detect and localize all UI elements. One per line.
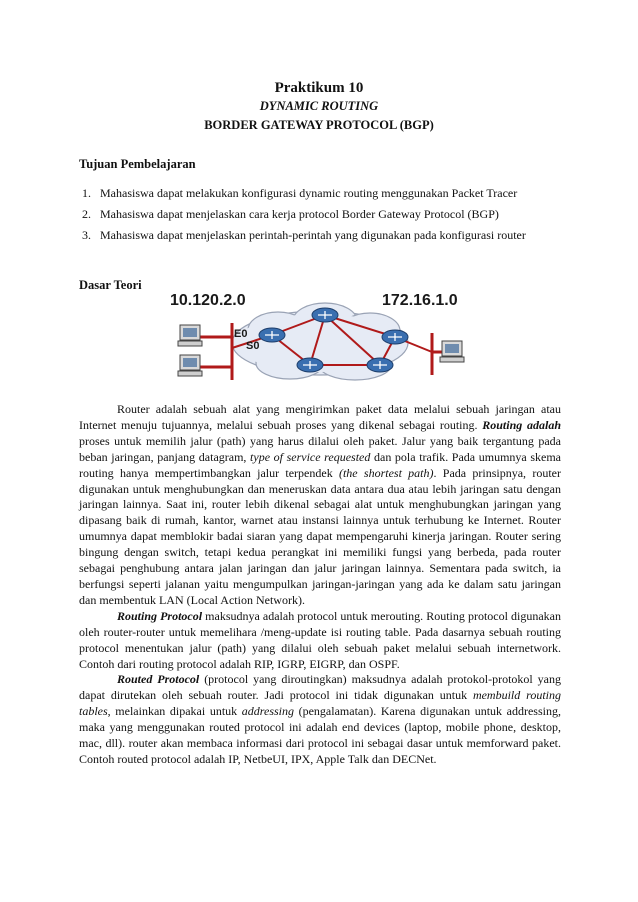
router-icon <box>312 308 338 322</box>
computer-icon <box>440 341 464 362</box>
list-number: 2. <box>82 207 91 221</box>
text-run: . Pada prinsipnya, router digunakan untuk menghubungkan dan meneruskan data antara dua atau lebih jaringan satu dengan jaringan lainnya. Saat ini, router lebih dikenal sebagai alat untuk menghubungkan jaringan yang dipasang baik di rumah, kantor, warnet atau instansi lainnya untuk terhubung ke Internet. Router umumnya dapat memblokir badai siaran yang dapat mempengaruhi kinerja jaringan. Router sering bingung dengan switch, tetapi kedua perangkat ini memiliki fungsi yang berbeda, pada router sebagai penghubung antara jalan jaringan dan jalur jaringan lainnya. Sementara pada switch, ia berfungsi seperti jalanan yaitu mengumpulkan jaringan-jaringan yang ada ke dalam satu jaringan dan membentuk LAN (Local Action Network). <box>79 465 561 607</box>
list-item <box>82 183 572 204</box>
network-diagram <box>170 285 470 400</box>
page-topic: BORDER GATEWAY PROTOCOL (BGP) <box>204 118 434 132</box>
router-icon <box>297 358 323 372</box>
heading-dasar-teori: Dasar Teori <box>79 278 142 292</box>
router-icon <box>259 328 285 342</box>
network-label-left: 10.120.2.0 <box>170 292 246 309</box>
text-run: (pengalamatan). Karena digunakan untuk addressing, maka yang menggunakan routed protocol ini adalah end devices (laptop, mobile phone, desktop, mac, dll). router akan membaca informasi dari protocol ini sebagai dasar untuk memforward paket. Contoh routed protocol adalah IP, NetbeUI, IPX, Apple Talk dan DECNet. <box>79 704 561 766</box>
text-run-italic: (the shortest path) <box>338 465 434 480</box>
router-icon <box>367 358 393 372</box>
list-text: Mahasiswa dapat menjelaskan cara kerja protocol Border Gateway Protocol (BGP) <box>100 207 499 221</box>
text-run-emphasis: Routing Protocol <box>117 608 203 623</box>
text-run-italic: type of service requested <box>250 449 371 464</box>
text-run: , melainkan dipakai untuk <box>107 704 242 719</box>
page-subtitle: DYNAMIC ROUTING <box>259 99 379 113</box>
objectives-list <box>82 183 572 246</box>
heading-tujuan: Tujuan Pembelajaran <box>79 157 196 171</box>
text-run-italic: addressing <box>241 704 294 719</box>
list-item <box>82 225 572 246</box>
list-item <box>82 204 572 225</box>
computer-icon <box>178 355 202 376</box>
paragraph-routing-protocol <box>79 609 561 673</box>
text-run: dan pola trafik. Pada umumnya skema routing hanya mempertimbangkan jalur terpendek <box>79 449 561 480</box>
page-title: Praktikum 10 <box>274 80 364 96</box>
list-text: Mahasiswa dapat menjelaskan perintah-perintah yang digunakan pada konfigurasi router <box>100 228 526 242</box>
interface-label-e0: E0 <box>234 328 248 340</box>
network-label-right: 172.16.1.0 <box>382 292 458 309</box>
text-run: maksudnya adalah protocol untuk merouting. Routing protocol digunakan oleh router-router untuk memelihara /meng-update isi routing table. Pada dasarnya sebuah routing protocol menentukan jalur (path) yang dilalui oleh sebuah paket melalui sebuah internetwork. Contoh dari routing protocol adalah RIP, IGRP, EIGRP, dan OSPF. <box>79 608 561 671</box>
paragraph-router <box>79 402 561 609</box>
list-number: 3. <box>82 228 91 242</box>
body-text <box>79 402 561 768</box>
paragraph-routed-protocol <box>79 672 561 767</box>
text-run-emphasis: Routing adalah <box>482 417 561 432</box>
computer-icon <box>178 325 202 346</box>
text-run-emphasis: Routed Protocol <box>117 672 200 687</box>
text-run: Router adalah sebuah alat yang mengirimkan paket data melalui sebuah jaringan atau Internet menuju tujuannya, melalui sebuah proses yang dikenal sebagai routing. <box>79 402 561 432</box>
interface-label-s0: S0 <box>246 340 260 352</box>
router-icon <box>382 330 408 344</box>
text-run: proses untuk memilih jalur (path) yang harus dilalui oleh paket. Jalur yang baik tergantung pada beban jaringan, panjang datagram, <box>79 433 561 464</box>
text-run: (protocol yang diroutingkan) maksudnya adalah protokol-protokol yang dapat dirutekan oleh sebuah router. Jadi protocol ini tidak digunakan untuk <box>79 672 561 703</box>
text-run-italic: membuild routing tables <box>79 688 562 719</box>
list-number: 1. <box>82 186 91 200</box>
list-text: Mahasiswa dapat melakukan konfigurasi dynamic routing menggunakan Packet Tracer <box>100 186 518 200</box>
